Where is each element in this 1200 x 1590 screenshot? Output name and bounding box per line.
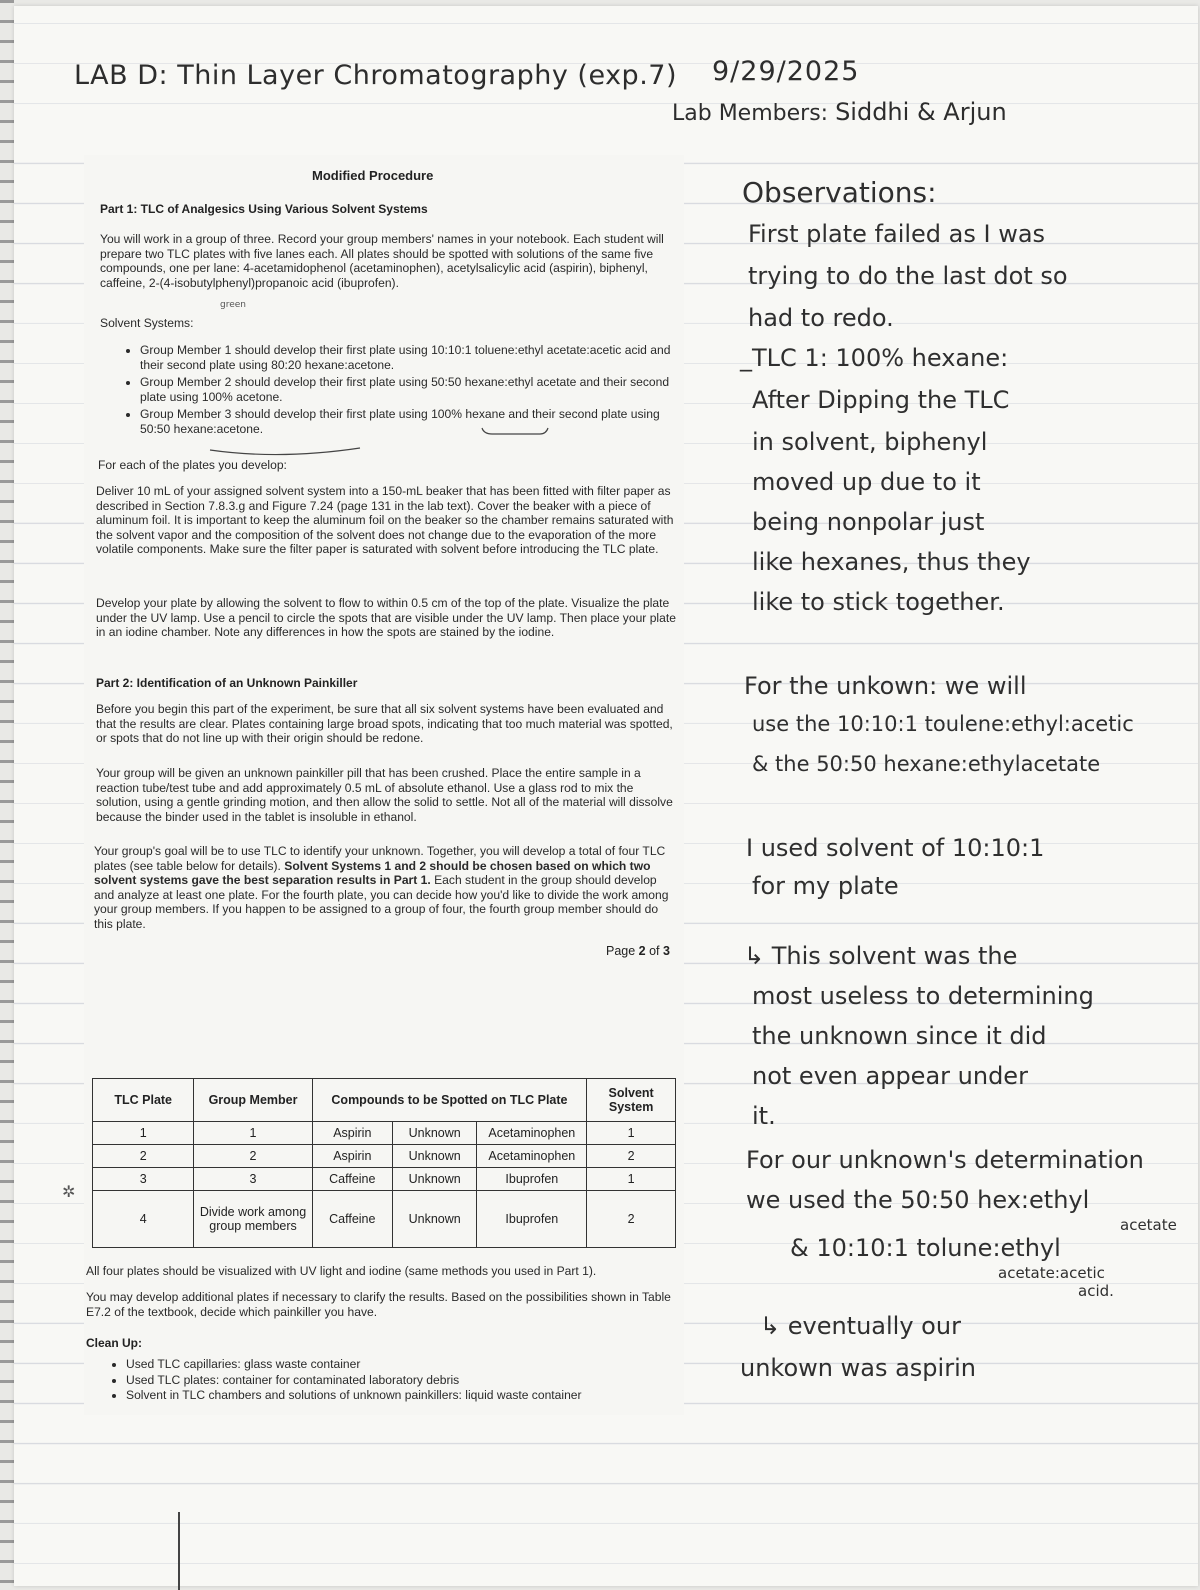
- lab-members-label: Lab Members:: [672, 101, 829, 126]
- obs-line: being nonpolar just: [752, 508, 985, 536]
- obs-line: we used the 50:50 hex:ethyl: [746, 1186, 1090, 1214]
- cell-compound: Ibuprofen: [477, 1191, 587, 1248]
- obs-line: ↳ eventually our: [760, 1312, 961, 1340]
- solvent-item: • Group Member 1 should develop their first plate using 10:10:1 toluene:ethyl acetate:acetic acid and their second plate using 80:20 hexane:acetone.: [140, 343, 680, 372]
- table-row: [93, 1122, 676, 1145]
- page-of: of: [645, 944, 663, 958]
- cell-compound: Unknown: [392, 1168, 476, 1191]
- lab-date: 9/29/2025: [712, 56, 860, 87]
- cell-plate: 4: [93, 1191, 194, 1248]
- obs-line: For our unknown's determination: [746, 1146, 1144, 1174]
- header-group-member: Group Member: [194, 1079, 312, 1122]
- table-row: [93, 1168, 676, 1191]
- obs-line: ↳ This solvent was the: [744, 942, 1018, 970]
- part1-heading: Part 1: TLC of Analgesics Using Various Solvent Systems: [100, 202, 428, 216]
- procedure-heading: Modified Procedure: [312, 168, 434, 183]
- obs-line: After Dipping the TLC: [752, 386, 1010, 414]
- cell-compound: Unknown: [392, 1122, 476, 1145]
- header-compounds: Compounds to be Spotted on TLC Plate: [312, 1079, 587, 1122]
- obs-line: the unknown since it did: [752, 1022, 1047, 1050]
- part2-goal-b: Each student in the group should develop and analyze at least one plate. For the fourth plate, you can decide how you'd like to divide the work among your group members. If you happen to be assigned to a group of four, the fourth group member should do this plate.: [94, 873, 669, 931]
- lab-title: LAB D: Thin Layer Chromatography (exp.7): [74, 60, 677, 91]
- cell-member: 3: [194, 1168, 312, 1191]
- table-row: [93, 1191, 676, 1248]
- observations-heading: Observations:: [742, 176, 937, 209]
- part2-before: Before you begin this part of the experiment, be sure that all six solvent systems have been evaluated and that the results are clear. Plates containing large broad spots, indicating that too much material was spotted, or spots that do not line up with their origin should be redone.: [96, 702, 673, 745]
- obs-line: for my plate: [752, 872, 899, 900]
- obs-line: For the unkown: we will: [744, 672, 1027, 700]
- obs-line: & 10:10:1 tolune:ethyl: [790, 1234, 1061, 1262]
- cell-member: 1: [194, 1122, 312, 1145]
- obs-line: _TLC 1: 100% hexane:: [740, 344, 1009, 372]
- cell-compound: Ibuprofen: [477, 1168, 587, 1191]
- develop-paragraph: Develop your plate by allowing the solvent to flow to within 0.5 cm of the top of the plate. Visualize the plate under the UV lamp. Use a pencil to circle the spots that are visible under the UV lamp. Then place your plate in an iodine chamber. Note any differences in how the spots are stained by the iodine.: [96, 596, 676, 639]
- part2-given: Your group will be given an unknown painkiller pill that has been crushed. Place the entire sample in a reaction tube/test tube and add approximately 0.5 mL of absolute ethanol. Use a glass rod to mix the solution, using a gentle grinding motion, and then allow the solid to settle. Not all of the material will dissolve because the binder used in the tablet is insoluble in ethanol.: [96, 766, 673, 824]
- notebook-spiral: [0, 0, 14, 1590]
- page-label: Page: [606, 944, 639, 958]
- cell-compound: Acetaminophen: [477, 1145, 587, 1168]
- cleanup-list: [84, 1357, 706, 1404]
- cell-compound: Aspirin: [312, 1122, 392, 1145]
- obs-line: like to stick together.: [752, 588, 1005, 616]
- cleanup-item: • Used TLC plates: container for contaminated laboratory debris: [126, 1373, 706, 1388]
- obs-line: had to redo.: [748, 304, 894, 332]
- cell-plate: 2: [93, 1145, 194, 1168]
- table-header-row: [93, 1079, 676, 1122]
- cell-compound: Acetaminophen: [477, 1122, 587, 1145]
- tlc-table: [92, 1078, 676, 1248]
- cleanup-item: • Solvent in TLC chambers and solutions of unknown painkillers: liquid waste container: [126, 1388, 706, 1403]
- solvent-systems-label: Solvent Systems:: [100, 316, 194, 330]
- page-number: [606, 944, 670, 958]
- cell-solvent: 1: [587, 1122, 676, 1145]
- table-row: [93, 1145, 676, 1168]
- cell-solvent: 1: [587, 1168, 676, 1191]
- cell-compound: Unknown: [392, 1145, 476, 1168]
- part2-goal: [94, 844, 676, 931]
- obs-line: not even appear under: [752, 1062, 1028, 1090]
- cell-plate: 3: [93, 1168, 194, 1191]
- obs-line: First plate failed as I was: [748, 220, 1046, 248]
- cell-plate: 1: [93, 1122, 194, 1145]
- part2-goal-bold: Solvent Systems 1 and 2 should be chosen based on which two solvent systems gave the best separation results in Part 1.: [94, 858, 651, 887]
- header-solvent-system: Solvent System: [587, 1079, 676, 1122]
- lab-members: [672, 98, 1007, 126]
- solvent-item: • Group Member 2 should develop their first plate using 50:50 hexane:ethyl acetate and their second plate using 100% acetone.: [140, 375, 680, 404]
- obs-line: like hexanes, thus they: [752, 548, 1031, 576]
- part1-intro: You will work in a group of three. Record your group members' names in your notebook. Each student will prepare two TLC plates with five lanes each. All plates should be spotted with solutions of the same five compounds, one per lane: 4-acetamidophenol (acetaminophen), acetylsalicylic acid (aspirin), biphenyl, caffeine, 2-(4-isobutylphenyl)propanoic acid (ibuprofen).: [100, 232, 664, 290]
- cleanup-item: • Used TLC capillaries: glass waste container: [126, 1357, 706, 1372]
- page-num: 2: [638, 944, 646, 958]
- obs-line: it.: [752, 1102, 776, 1130]
- star-mark: ✲: [62, 1184, 76, 1201]
- pen-mark-line: [178, 1512, 180, 1590]
- cell-solvent: 2: [587, 1191, 676, 1248]
- obs-line: use the 10:10:1 toulene:ethyl:acetic: [752, 712, 1134, 736]
- green-note: green: [220, 300, 246, 310]
- cell-solvent: 2: [587, 1145, 676, 1168]
- cell-compound: Caffeine: [312, 1191, 392, 1248]
- obs-note-acetate: acetate: [1120, 1216, 1177, 1234]
- additional-note: You may develop additional plates if necessary to clarify the results. Based on the possibilities shown in Table E7.2 of the textbook, decide which painkiller you have.: [86, 1290, 671, 1319]
- obs-line: most useless to determining: [752, 982, 1094, 1010]
- page-total: 3: [663, 944, 670, 958]
- header-tlc-plate: TLC Plate: [93, 1079, 194, 1122]
- cell-member: Divide work among group members: [194, 1191, 312, 1248]
- obs-line: I used solvent of 10:10:1: [746, 834, 1045, 862]
- cell-compound: Caffeine: [312, 1168, 392, 1191]
- cell-compound: Unknown: [392, 1191, 476, 1248]
- lab-members-names: Siddhi & Arjun: [835, 98, 1007, 126]
- solvent-item: • Group Member 3 should develop their first plate using 100% hexane and their second plate using 50:50 hexane:acetone.: [140, 407, 680, 436]
- part2-heading: Part 2: Identification of an Unknown Painkiller: [96, 676, 358, 690]
- obs-note-acetate-acetic: acetate:acetic: [998, 1264, 1105, 1282]
- deliver-paragraph: Deliver 10 mL of your assigned solvent system into a 150-mL beaker that has been fitted with filter paper as described in Section 7.8.3.g and Figure 7.24 (page 131 in the lab text). Cover the beaker with a piece of aluminum foil. It is important to keep the aluminum foil on the beaker so the chamber remains saturated with the solvent vapor and the composition of the solvent does not change due to the evaporation of the more volatile components. Make sure the filter paper is saturated with solvent before introducing the TLC plate.: [96, 484, 674, 556]
- obs-line: trying to do the last dot so: [748, 262, 1068, 290]
- obs-line: moved up due to it: [752, 468, 981, 496]
- obs-line: in solvent, biphenyl: [752, 428, 988, 456]
- cell-compound: Aspirin: [312, 1145, 392, 1168]
- obs-line: unkown was aspirin: [740, 1354, 976, 1382]
- cell-member: 2: [194, 1145, 312, 1168]
- for-each-label: For each of the plates you develop:: [98, 458, 287, 472]
- obs-line: & the 50:50 hexane:ethylacetate: [752, 752, 1101, 776]
- part2-goal-a: Your group's goal will be to use TLC to identify your unknown. Together, you will develop a total of four TLC plates (see table below for details).: [94, 844, 666, 873]
- cleanup-heading: Clean Up:: [86, 1336, 143, 1350]
- visualize-note: All four plates should be visualized with UV light and iodine (same methods you used in Part 1).: [86, 1264, 597, 1278]
- obs-note-acid: acid.: [1078, 1282, 1114, 1300]
